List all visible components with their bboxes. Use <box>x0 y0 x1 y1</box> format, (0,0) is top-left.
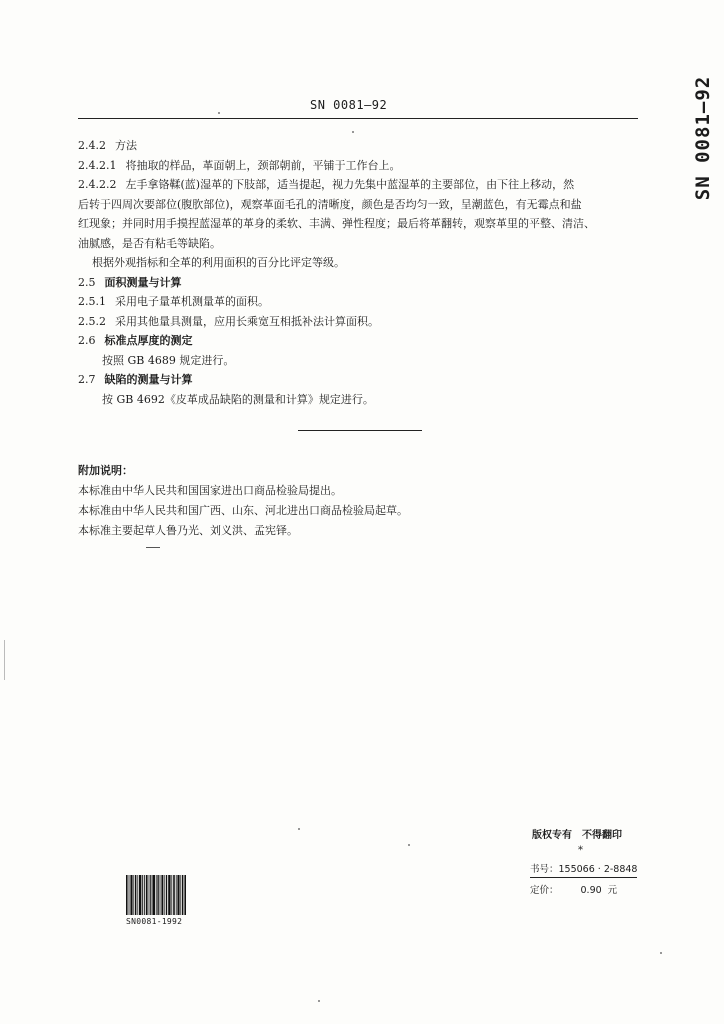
barcode-icon <box>126 875 186 915</box>
section-2-5 <box>78 273 638 293</box>
section-number: 2.4.2 <box>78 139 106 152</box>
section-number: 2.4.2.1 <box>78 158 117 172</box>
asterisk-mark: * <box>578 845 583 856</box>
section-2-5-2 <box>78 312 638 332</box>
section-number: 2.5.2 <box>78 314 106 328</box>
header-rule <box>78 118 638 119</box>
no-reprint-label: 不得翻印 <box>582 830 622 841</box>
scan-speck <box>660 952 662 954</box>
section-text: 采用其他量具测量，应用长乘宽互相抵补法计算面积。 <box>115 314 379 328</box>
section-number: 2.4.2.2 <box>78 178 117 191</box>
section-2-4-2-2-line-1 <box>78 175 638 195</box>
copyright-notice <box>532 826 622 841</box>
price-unit: 元 <box>607 885 618 896</box>
section-title: 标准点厚度的测定 <box>104 334 193 347</box>
notes-line-1: 本标准由中华人民共和国国家进出口商品检验局提出。 <box>78 484 342 497</box>
scan-speck <box>298 828 300 830</box>
section-2-4-2-2-line-3: 红现象；并同时用手摸捏蓝湿革的革身的柔软、丰满、弹性程度；最后将革翻转，观察革里的平整、清洁、 <box>78 217 595 230</box>
price-value: 0.90 <box>580 885 602 896</box>
stray-mark <box>146 547 160 548</box>
section-number: 2.5 <box>78 275 96 289</box>
scan-speck <box>318 1000 320 1002</box>
notes-title: 附加说明： <box>78 464 133 477</box>
section-title: 面积测量与计算 <box>104 275 182 289</box>
scan-speck <box>408 844 410 846</box>
scan-speck <box>352 131 354 133</box>
additional-notes <box>78 461 578 541</box>
side-standard-code <box>686 58 720 218</box>
price-label: 定价： <box>530 885 559 896</box>
notes-line-2: 本标准由中华人民共和国广西、山东、河北进出口商品检验局起草。 <box>78 504 408 517</box>
scan-edge <box>4 640 5 680</box>
side-standard-code-text: SN 0081—92 <box>692 75 714 201</box>
section-2-7-text: 按 GB 4692《皮革成品缺陷的测量和计算》规定进行。 <box>102 392 374 406</box>
section-2-6 <box>78 331 638 351</box>
section-text: 采用电子量革机测量革的面积。 <box>115 295 269 308</box>
section-number: 2.5.1 <box>78 295 106 308</box>
book-number: 书号：155066 · 2-8848 <box>530 861 637 878</box>
header-standard-code: SN 0081—92 <box>310 98 388 112</box>
section-number: 2.7 <box>78 373 96 386</box>
section-title: 缺陷的测量与计算 <box>104 373 193 386</box>
section-2-4-2-1 <box>78 156 638 176</box>
section-2-7 <box>78 370 638 390</box>
section-number: 2.6 <box>78 334 96 347</box>
section-2-6-text: 按照 GB 4689 规定进行。 <box>102 353 235 367</box>
section-title: 方法 <box>115 139 137 152</box>
section-2-4-2 <box>78 136 638 156</box>
barcode-caption: SN0081-1992 <box>126 917 183 926</box>
copyright-label: 版权专有 <box>532 830 572 841</box>
section-2-5-1 <box>78 292 638 312</box>
body-text <box>78 136 638 409</box>
section-text: 左手拿铬鞣(蓝)湿革的下肢部，适当提起，视力先集中蓝湿革的主要部位，由下往上移动，然 <box>125 178 575 191</box>
section-2-4-2-2-line-4: 油腻感，是否有粘毛等缺陷。 <box>78 236 221 250</box>
scan-speck <box>218 112 220 114</box>
notes-line-3: 本标准主要起草人鲁乃光、刘义洪、孟宪铎。 <box>78 524 298 537</box>
end-divider <box>298 430 422 431</box>
section-text: 将抽取的样品，革面朝上，颈部朝前，平铺于工作台上。 <box>125 158 401 172</box>
price-line <box>530 882 617 896</box>
section-2-4-2-2-line-2: 后转于四周次要部位(腹肷部位)，观察革面毛孔的清晰度，颜色是否均匀一致，呈潮蓝色，有无霉点和盐 <box>78 197 582 211</box>
grading-paragraph: 根据外观指标和全革的利用面积的百分比评定等级。 <box>92 256 345 269</box>
